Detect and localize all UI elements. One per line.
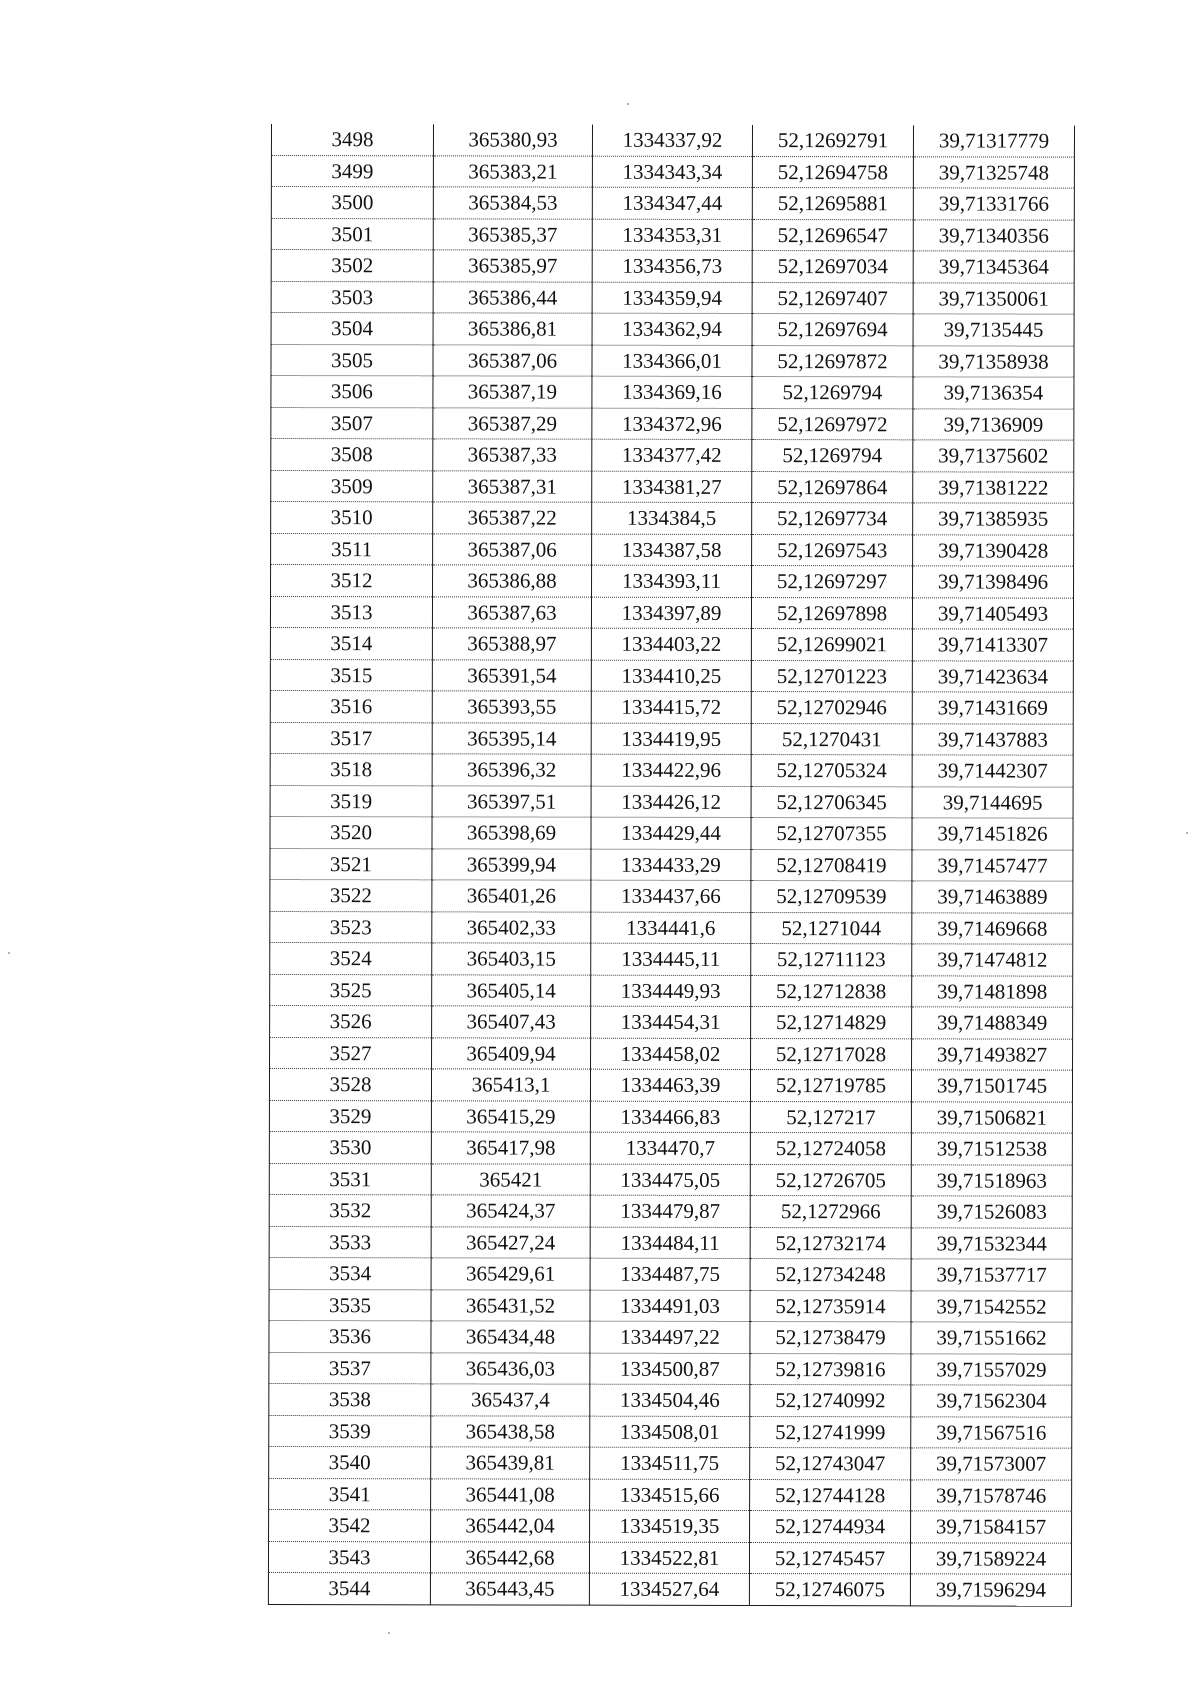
longitude-cell: 39,71413307 bbox=[912, 629, 1073, 661]
longitude-cell: 39,71437883 bbox=[912, 723, 1073, 755]
y-coordinate-cell: 1334419,95 bbox=[591, 723, 751, 755]
point-number-cell: 3531 bbox=[269, 1163, 431, 1195]
table-row bbox=[269, 1163, 1072, 1196]
y-coordinate-cell: 1334445,11 bbox=[591, 943, 751, 975]
latitude-cell: 52,12732174 bbox=[750, 1227, 911, 1259]
y-coordinate-cell: 1334426,12 bbox=[591, 786, 751, 818]
x-coordinate-cell: 365387,22 bbox=[433, 502, 592, 534]
latitude-cell: 52,12743047 bbox=[750, 1448, 911, 1480]
x-coordinate-cell: 365403,15 bbox=[432, 943, 591, 975]
point-number-cell: 3529 bbox=[269, 1100, 431, 1132]
table-row bbox=[269, 1289, 1072, 1322]
x-coordinate-cell: 365442,68 bbox=[430, 1541, 589, 1573]
x-coordinate-cell: 365434,48 bbox=[431, 1321, 590, 1353]
point-number-cell: 3509 bbox=[271, 470, 433, 502]
x-coordinate-cell: 365399,94 bbox=[432, 848, 591, 880]
table-row bbox=[270, 722, 1073, 755]
table-row bbox=[269, 1415, 1072, 1448]
latitude-cell: 52,12709539 bbox=[751, 881, 912, 913]
x-coordinate-cell: 365441,08 bbox=[431, 1478, 590, 1510]
table-row bbox=[270, 816, 1073, 849]
point-number-cell: 3525 bbox=[270, 974, 432, 1006]
latitude-cell: 52,12697734 bbox=[752, 503, 913, 535]
longitude-cell: 39,71512538 bbox=[911, 1133, 1072, 1165]
latitude-cell: 52,12697034 bbox=[752, 251, 913, 283]
longitude-cell: 39,71451826 bbox=[912, 818, 1073, 850]
table-row bbox=[271, 124, 1074, 157]
latitude-cell: 52,1269794 bbox=[752, 377, 913, 409]
table-row bbox=[269, 1068, 1072, 1101]
table-row bbox=[270, 1005, 1073, 1038]
longitude-cell: 39,71506821 bbox=[911, 1101, 1072, 1133]
point-number-cell: 3521 bbox=[270, 848, 432, 880]
latitude-cell: 52,12719785 bbox=[750, 1070, 911, 1102]
table-row bbox=[269, 1478, 1072, 1511]
latitude-cell: 52,12697694 bbox=[752, 314, 913, 346]
point-number-cell: 3502 bbox=[271, 250, 433, 282]
longitude-cell: 39,71537717 bbox=[911, 1259, 1072, 1291]
x-coordinate-cell: 365442,04 bbox=[431, 1510, 590, 1542]
longitude-cell: 39,71481898 bbox=[912, 975, 1073, 1007]
table-row bbox=[271, 470, 1074, 503]
longitude-cell: 39,71526083 bbox=[911, 1196, 1072, 1228]
point-number-cell: 3537 bbox=[269, 1352, 431, 1384]
point-number-cell: 3535 bbox=[269, 1289, 431, 1321]
table-row bbox=[270, 659, 1073, 692]
x-coordinate-cell: 365443,45 bbox=[430, 1573, 589, 1605]
latitude-cell: 52,12696547 bbox=[752, 219, 913, 251]
point-number-cell: 3528 bbox=[269, 1068, 431, 1100]
latitude-cell: 52,12694758 bbox=[752, 156, 913, 188]
latitude-cell: 52,12701223 bbox=[751, 660, 912, 692]
point-number-cell: 3515 bbox=[270, 659, 432, 691]
y-coordinate-cell: 1334484,11 bbox=[590, 1227, 750, 1259]
latitude-cell: 52,12746075 bbox=[749, 1574, 910, 1606]
latitude-cell: 52,12697407 bbox=[752, 282, 913, 314]
x-coordinate-cell: 365424,37 bbox=[431, 1195, 590, 1227]
latitude-cell: 52,127217 bbox=[750, 1101, 911, 1133]
longitude-cell: 39,71488349 bbox=[912, 1007, 1073, 1039]
latitude-cell: 52,12702946 bbox=[751, 692, 912, 724]
point-number-cell: 3519 bbox=[270, 785, 432, 817]
y-coordinate-cell: 1334372,96 bbox=[592, 408, 752, 440]
y-coordinate-cell: 1334470,7 bbox=[590, 1132, 750, 1164]
y-coordinate-cell: 1334508,01 bbox=[590, 1416, 750, 1448]
y-coordinate-cell: 1334381,27 bbox=[592, 471, 752, 503]
longitude-cell: 39,71573007 bbox=[911, 1448, 1072, 1480]
longitude-cell: 39,71493827 bbox=[912, 1038, 1073, 1070]
x-coordinate-cell: 365385,37 bbox=[433, 218, 592, 250]
point-number-cell: 3520 bbox=[270, 816, 432, 848]
latitude-cell: 52,12744934 bbox=[750, 1511, 911, 1543]
point-number-cell: 3500 bbox=[271, 187, 433, 219]
point-number-cell: 3498 bbox=[271, 124, 433, 155]
latitude-cell: 52,12697297 bbox=[752, 566, 913, 598]
x-coordinate-cell: 365391,54 bbox=[432, 659, 591, 691]
point-number-cell: 3508 bbox=[271, 439, 433, 471]
point-number-cell: 3544 bbox=[268, 1572, 430, 1604]
longitude-cell: 39,71557029 bbox=[911, 1353, 1072, 1385]
table-row bbox=[270, 785, 1073, 818]
point-number-cell: 3540 bbox=[269, 1446, 431, 1478]
latitude-cell: 52,12740992 bbox=[750, 1385, 911, 1417]
y-coordinate-cell: 1334458,02 bbox=[591, 1038, 751, 1070]
coordinates-table bbox=[268, 124, 1075, 1606]
longitude-cell: 39,71423634 bbox=[912, 660, 1073, 692]
y-coordinate-cell: 1334475,05 bbox=[590, 1164, 750, 1196]
scan-speck bbox=[1186, 832, 1188, 834]
y-coordinate-cell: 1334522,81 bbox=[589, 1542, 749, 1574]
point-number-cell: 3536 bbox=[269, 1320, 431, 1352]
scan-speck bbox=[627, 103, 629, 105]
x-coordinate-cell: 365402,33 bbox=[432, 911, 591, 943]
latitude-cell: 52,12741999 bbox=[750, 1416, 911, 1448]
point-number-cell: 3517 bbox=[270, 722, 432, 754]
latitude-cell: 52,12697864 bbox=[752, 471, 913, 503]
y-coordinate-cell: 1334366,01 bbox=[592, 345, 752, 377]
y-coordinate-cell: 1334463,39 bbox=[590, 1069, 750, 1101]
y-coordinate-cell: 1334437,66 bbox=[591, 880, 751, 912]
point-number-cell: 3506 bbox=[271, 376, 433, 408]
latitude-cell: 52,1271044 bbox=[751, 912, 912, 944]
x-coordinate-cell: 365387,63 bbox=[432, 596, 591, 628]
latitude-cell: 52,12717028 bbox=[751, 1038, 912, 1070]
x-coordinate-cell: 365388,97 bbox=[432, 628, 591, 660]
longitude-cell: 39,71589224 bbox=[910, 1542, 1071, 1574]
y-coordinate-cell: 1334527,64 bbox=[589, 1573, 749, 1605]
x-coordinate-cell: 365405,14 bbox=[432, 974, 591, 1006]
y-coordinate-cell: 1334359,94 bbox=[592, 282, 752, 314]
longitude-cell: 39,71317779 bbox=[913, 125, 1074, 156]
x-coordinate-cell: 365437,4 bbox=[431, 1384, 590, 1416]
point-number-cell: 3542 bbox=[269, 1509, 431, 1541]
x-coordinate-cell: 365387,29 bbox=[433, 407, 592, 439]
x-coordinate-cell: 365395,14 bbox=[432, 722, 591, 754]
y-coordinate-cell: 1334454,31 bbox=[591, 1006, 751, 1038]
y-coordinate-cell: 1334449,93 bbox=[591, 975, 751, 1007]
longitude-cell: 39,71578746 bbox=[911, 1479, 1072, 1511]
point-number-cell: 3501 bbox=[271, 218, 433, 250]
table-row bbox=[270, 627, 1073, 660]
y-coordinate-cell: 1334511,75 bbox=[590, 1447, 750, 1479]
longitude-cell: 39,7144695 bbox=[912, 786, 1073, 818]
point-number-cell: 3510 bbox=[271, 502, 433, 534]
x-coordinate-cell: 365421 bbox=[431, 1163, 590, 1195]
latitude-cell: 52,1270431 bbox=[751, 723, 912, 755]
y-coordinate-cell: 1334356,73 bbox=[592, 250, 752, 282]
y-coordinate-cell: 1334337,92 bbox=[592, 125, 752, 156]
y-coordinate-cell: 1334415,72 bbox=[591, 691, 751, 723]
longitude-cell: 39,71463889 bbox=[912, 881, 1073, 913]
x-coordinate-cell: 365387,06 bbox=[433, 344, 592, 376]
latitude-cell: 52,12745457 bbox=[749, 1542, 910, 1574]
longitude-cell: 39,71325748 bbox=[913, 156, 1074, 188]
x-coordinate-cell: 365398,69 bbox=[432, 817, 591, 849]
table-row bbox=[269, 1509, 1072, 1542]
table-row bbox=[269, 1131, 1072, 1164]
x-coordinate-cell: 365427,24 bbox=[431, 1226, 590, 1258]
point-number-cell: 3511 bbox=[271, 533, 433, 565]
x-coordinate-cell: 365386,81 bbox=[433, 313, 592, 345]
longitude-cell: 39,71350061 bbox=[913, 282, 1074, 314]
point-number-cell: 3522 bbox=[270, 879, 432, 911]
longitude-cell: 39,71385935 bbox=[913, 503, 1074, 535]
point-number-cell: 3527 bbox=[270, 1037, 432, 1069]
longitude-cell: 39,71381222 bbox=[913, 471, 1074, 503]
x-coordinate-cell: 365386,88 bbox=[433, 565, 592, 597]
x-coordinate-cell: 365431,52 bbox=[431, 1289, 590, 1321]
x-coordinate-cell: 365397,51 bbox=[432, 785, 591, 817]
longitude-cell: 39,71567516 bbox=[911, 1416, 1072, 1448]
longitude-cell: 39,71518963 bbox=[911, 1164, 1072, 1196]
table-row bbox=[270, 596, 1073, 629]
point-number-cell: 3514 bbox=[270, 627, 432, 659]
table-row bbox=[269, 1194, 1072, 1227]
point-number-cell: 3512 bbox=[271, 565, 433, 597]
y-coordinate-cell: 1334403,22 bbox=[591, 628, 751, 660]
y-coordinate-cell: 1334410,25 bbox=[591, 660, 751, 692]
x-coordinate-cell: 365383,21 bbox=[433, 155, 592, 187]
x-coordinate-cell: 365386,44 bbox=[433, 281, 592, 313]
point-number-cell: 3539 bbox=[269, 1415, 431, 1447]
longitude-cell: 39,71345364 bbox=[913, 251, 1074, 283]
y-coordinate-cell: 1334377,42 bbox=[592, 439, 752, 471]
table-row bbox=[270, 848, 1073, 881]
point-number-cell: 3505 bbox=[271, 344, 433, 376]
latitude-cell: 52,12744128 bbox=[750, 1479, 911, 1511]
point-number-cell: 3516 bbox=[270, 690, 432, 722]
table-row bbox=[268, 1541, 1071, 1574]
scan-speck bbox=[388, 1632, 390, 1634]
table-row bbox=[268, 1572, 1071, 1605]
table-row bbox=[271, 344, 1074, 377]
x-coordinate-cell: 365413,1 bbox=[431, 1069, 590, 1101]
longitude-cell: 39,71562304 bbox=[911, 1385, 1072, 1417]
x-coordinate-cell: 365387,06 bbox=[433, 533, 592, 565]
latitude-cell: 52,1269794 bbox=[752, 440, 913, 472]
table-row bbox=[269, 1446, 1072, 1479]
coordinates-table-body bbox=[268, 124, 1074, 1606]
table-row bbox=[270, 974, 1073, 1007]
x-coordinate-cell: 365429,61 bbox=[431, 1258, 590, 1290]
longitude-cell: 39,71501745 bbox=[911, 1070, 1072, 1102]
table-row bbox=[270, 879, 1073, 912]
y-coordinate-cell: 1334347,44 bbox=[592, 187, 752, 219]
latitude-cell: 52,12708419 bbox=[751, 849, 912, 881]
point-number-cell: 3518 bbox=[270, 753, 432, 785]
table-row bbox=[271, 218, 1074, 251]
x-coordinate-cell: 365417,98 bbox=[431, 1132, 590, 1164]
table-row bbox=[270, 1037, 1073, 1070]
x-coordinate-cell: 365387,31 bbox=[433, 470, 592, 502]
latitude-cell: 52,12697543 bbox=[752, 534, 913, 566]
longitude-cell: 39,71358938 bbox=[913, 345, 1074, 377]
latitude-cell: 52,12706345 bbox=[751, 786, 912, 818]
latitude-cell: 52,12714829 bbox=[751, 1007, 912, 1039]
latitude-cell: 52,12697972 bbox=[752, 408, 913, 440]
latitude-cell: 52,12739816 bbox=[750, 1353, 911, 1385]
longitude-cell: 39,71442307 bbox=[912, 755, 1073, 787]
table-row bbox=[269, 1320, 1072, 1353]
point-number-cell: 3533 bbox=[269, 1226, 431, 1258]
table-row bbox=[271, 155, 1074, 188]
longitude-cell: 39,71390428 bbox=[913, 534, 1074, 566]
longitude-cell: 39,71431669 bbox=[912, 692, 1073, 724]
y-coordinate-cell: 1334343,34 bbox=[592, 156, 752, 188]
point-number-cell: 3513 bbox=[270, 596, 432, 628]
table-row bbox=[271, 187, 1074, 220]
longitude-cell: 39,71551662 bbox=[911, 1322, 1072, 1354]
longitude-cell: 39,71469668 bbox=[912, 912, 1073, 944]
point-number-cell: 3507 bbox=[271, 407, 433, 439]
latitude-cell: 52,12697898 bbox=[751, 597, 912, 629]
x-coordinate-cell: 365393,55 bbox=[432, 691, 591, 723]
y-coordinate-cell: 1334384,5 bbox=[592, 502, 752, 534]
latitude-cell: 52,12707355 bbox=[751, 818, 912, 850]
longitude-cell: 39,71584157 bbox=[911, 1511, 1072, 1543]
table-row bbox=[271, 281, 1074, 314]
x-coordinate-cell: 365385,97 bbox=[433, 250, 592, 282]
longitude-cell: 39,71474812 bbox=[912, 944, 1073, 976]
x-coordinate-cell: 365409,94 bbox=[432, 1037, 591, 1069]
table-row bbox=[271, 407, 1074, 440]
latitude-cell: 52,12724058 bbox=[750, 1133, 911, 1165]
y-coordinate-cell: 1334397,89 bbox=[591, 597, 751, 629]
longitude-cell: 39,7135445 bbox=[913, 314, 1074, 346]
latitude-cell: 52,12711123 bbox=[751, 944, 912, 976]
table-row bbox=[269, 1383, 1072, 1416]
x-coordinate-cell: 365438,58 bbox=[431, 1415, 590, 1447]
x-coordinate-cell: 365396,32 bbox=[432, 754, 591, 786]
x-coordinate-cell: 365387,19 bbox=[433, 376, 592, 408]
y-coordinate-cell: 1334429,44 bbox=[591, 817, 751, 849]
point-number-cell: 3541 bbox=[269, 1478, 431, 1510]
point-number-cell: 3543 bbox=[268, 1541, 430, 1573]
point-number-cell: 3532 bbox=[269, 1194, 431, 1226]
point-number-cell: 3503 bbox=[271, 281, 433, 313]
latitude-cell: 52,12705324 bbox=[751, 755, 912, 787]
y-coordinate-cell: 1334422,96 bbox=[591, 754, 751, 786]
latitude-cell: 52,12726705 bbox=[750, 1164, 911, 1196]
latitude-cell: 52,1272966 bbox=[750, 1196, 911, 1228]
y-coordinate-cell: 1334519,35 bbox=[590, 1510, 750, 1542]
y-coordinate-cell: 1334500,87 bbox=[590, 1353, 750, 1385]
longitude-cell: 39,71596294 bbox=[910, 1574, 1071, 1606]
latitude-cell: 52,12697872 bbox=[752, 345, 913, 377]
y-coordinate-cell: 1334369,16 bbox=[592, 376, 752, 408]
x-coordinate-cell: 365439,81 bbox=[431, 1447, 590, 1479]
scan-speck bbox=[8, 952, 10, 954]
y-coordinate-cell: 1334491,03 bbox=[590, 1290, 750, 1322]
table-row bbox=[269, 1100, 1072, 1133]
point-number-cell: 3538 bbox=[269, 1383, 431, 1415]
x-coordinate-cell: 365415,29 bbox=[431, 1100, 590, 1132]
point-number-cell: 3504 bbox=[271, 313, 433, 345]
y-coordinate-cell: 1334515,66 bbox=[590, 1479, 750, 1511]
latitude-cell: 52,12712838 bbox=[751, 975, 912, 1007]
y-coordinate-cell: 1334393,11 bbox=[592, 565, 752, 597]
y-coordinate-cell: 1334487,75 bbox=[590, 1258, 750, 1290]
longitude-cell: 39,71331766 bbox=[913, 188, 1074, 220]
table-row bbox=[271, 565, 1074, 598]
y-coordinate-cell: 1334433,29 bbox=[591, 849, 751, 881]
table-row bbox=[271, 502, 1074, 535]
longitude-cell: 39,71532344 bbox=[911, 1227, 1072, 1259]
latitude-cell: 52,12699021 bbox=[751, 629, 912, 661]
table-row bbox=[270, 942, 1073, 975]
y-coordinate-cell: 1334466,83 bbox=[590, 1101, 750, 1133]
table-row bbox=[271, 376, 1074, 409]
latitude-cell: 52,12738479 bbox=[750, 1322, 911, 1354]
point-number-cell: 3523 bbox=[270, 911, 432, 943]
point-number-cell: 3526 bbox=[270, 1005, 432, 1037]
latitude-cell: 52,12734248 bbox=[750, 1259, 911, 1291]
table-row bbox=[270, 753, 1073, 786]
table-row bbox=[270, 690, 1073, 723]
y-coordinate-cell: 1334497,22 bbox=[590, 1321, 750, 1353]
table-row bbox=[270, 911, 1073, 944]
x-coordinate-cell: 365436,03 bbox=[431, 1352, 590, 1384]
longitude-cell: 39,71457477 bbox=[912, 849, 1073, 881]
y-coordinate-cell: 1334387,58 bbox=[592, 534, 752, 566]
longitude-cell: 39,71398496 bbox=[913, 566, 1074, 598]
y-coordinate-cell: 1334504,46 bbox=[590, 1384, 750, 1416]
table-row bbox=[271, 250, 1074, 283]
table-row bbox=[271, 313, 1074, 346]
longitude-cell: 39,71542552 bbox=[911, 1290, 1072, 1322]
x-coordinate-cell: 365401,26 bbox=[432, 880, 591, 912]
point-number-cell: 3530 bbox=[269, 1131, 431, 1163]
longitude-cell: 39,71405493 bbox=[912, 597, 1073, 629]
longitude-cell: 39,7136354 bbox=[913, 377, 1074, 409]
x-coordinate-cell: 365387,33 bbox=[433, 439, 592, 471]
y-coordinate-cell: 1334479,87 bbox=[590, 1195, 750, 1227]
table-row bbox=[269, 1352, 1072, 1385]
latitude-cell: 52,12735914 bbox=[750, 1290, 911, 1322]
latitude-cell: 52,12692791 bbox=[752, 125, 913, 156]
latitude-cell: 52,12695881 bbox=[752, 188, 913, 220]
longitude-cell: 39,71340356 bbox=[913, 219, 1074, 251]
y-coordinate-cell: 1334353,31 bbox=[592, 219, 752, 251]
table-row bbox=[271, 533, 1074, 566]
point-number-cell: 3534 bbox=[269, 1257, 431, 1289]
longitude-cell: 39,7136909 bbox=[913, 408, 1074, 440]
x-coordinate-cell: 365407,43 bbox=[432, 1006, 591, 1038]
table-row bbox=[271, 439, 1074, 472]
point-number-cell: 3499 bbox=[271, 155, 433, 187]
table-row bbox=[269, 1226, 1072, 1259]
y-coordinate-cell: 1334441,6 bbox=[591, 912, 751, 944]
x-coordinate-cell: 365384,53 bbox=[433, 187, 592, 219]
x-coordinate-cell: 365380,93 bbox=[433, 124, 592, 155]
point-number-cell: 3524 bbox=[270, 942, 432, 974]
longitude-cell: 39,71375602 bbox=[913, 440, 1074, 472]
table-row bbox=[269, 1257, 1072, 1290]
y-coordinate-cell: 1334362,94 bbox=[592, 313, 752, 345]
